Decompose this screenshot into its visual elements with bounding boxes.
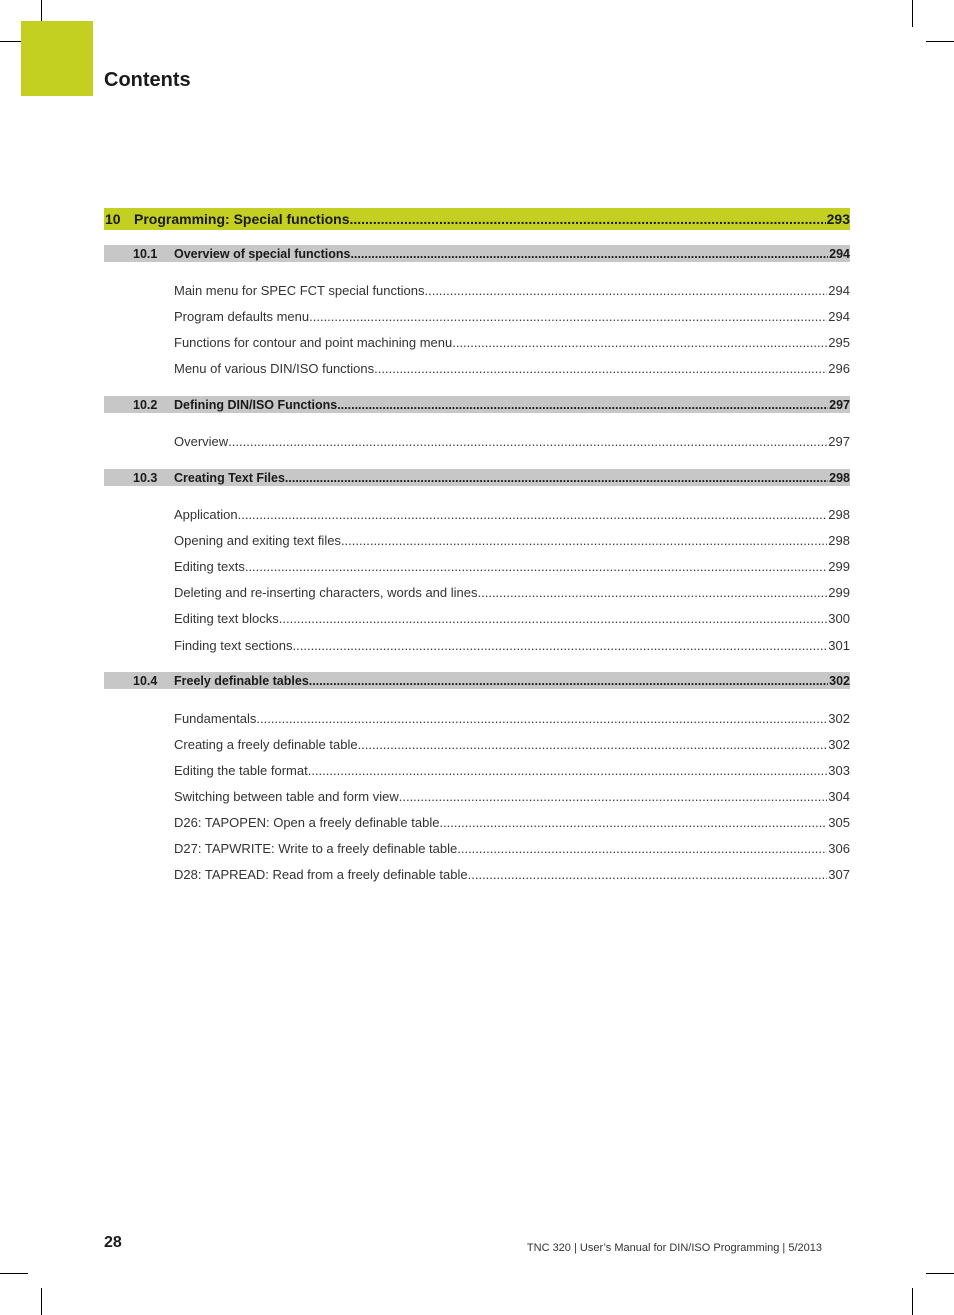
- entry-title: Switching between table and form view: [174, 788, 399, 804]
- entry-page: 299: [828, 558, 850, 574]
- entry-title: Opening and exiting text files: [174, 532, 341, 548]
- entry-title: Functions for contour and point machining menu: [174, 334, 453, 350]
- entry-page: 298: [828, 532, 850, 548]
- leader-dots: [337, 398, 828, 412]
- crop-mark: [0, 1273, 28, 1274]
- entry-title: Fundamentals: [174, 710, 257, 726]
- entry-title: D28: TAPREAD: Read from a freely definable table: [174, 866, 468, 882]
- toc-entry-row[interactable]: [174, 839, 850, 857]
- section-title: Defining DIN/ISO Functions: [174, 397, 338, 412]
- entry-title: Editing text blocks: [174, 610, 279, 626]
- leader-dots: [457, 841, 827, 856]
- entry-page: 307: [828, 866, 850, 882]
- entry-page: 302: [828, 710, 850, 726]
- section-page: 298: [829, 470, 850, 485]
- crop-mark: [912, 1288, 913, 1315]
- entry-page: 294: [828, 308, 850, 324]
- leader-dots: [308, 763, 828, 778]
- entry-page: 305: [828, 814, 850, 830]
- toc-entry-row[interactable]: [174, 609, 850, 627]
- toc-entry-row[interactable]: [174, 432, 850, 450]
- entry-page: 294: [828, 282, 850, 298]
- toc-entry-row[interactable]: [174, 813, 850, 831]
- entry-page: 296: [828, 360, 850, 376]
- entry-page: 306: [828, 840, 850, 856]
- entry-page: 299: [828, 584, 850, 600]
- leader-dots: [309, 674, 828, 688]
- entry-title: Finding text sections: [174, 637, 293, 653]
- leader-dots: [285, 471, 828, 485]
- leader-dots: [293, 638, 828, 653]
- entry-page: 304: [828, 788, 850, 804]
- entry-page: 295: [828, 334, 850, 350]
- section-title: Freely definable tables: [174, 673, 309, 688]
- toc-section-row[interactable]: [104, 672, 850, 689]
- section-page: 297: [829, 397, 850, 412]
- section-number: 10.3: [133, 470, 158, 485]
- leader-dots: [341, 533, 827, 548]
- entry-title: Overview: [174, 433, 229, 449]
- toc-section-row[interactable]: [104, 396, 850, 413]
- entry-title: Main menu for SPEC FCT special functions: [174, 282, 425, 298]
- toc-entry-row[interactable]: [174, 583, 850, 601]
- entry-title: Creating a freely definable table: [174, 736, 358, 752]
- section-title: Overview of special functions: [174, 246, 351, 261]
- crop-mark: [41, 1288, 42, 1315]
- toc-entry-row[interactable]: [174, 761, 850, 779]
- leader-dots: [256, 711, 827, 726]
- chapter-page: 293: [826, 211, 850, 227]
- leader-dots: [374, 361, 827, 376]
- leader-dots: [478, 585, 828, 600]
- leader-dots: [424, 283, 827, 298]
- toc-chapter-row[interactable]: [104, 208, 850, 230]
- section-page: 294: [829, 246, 850, 261]
- leader-dots: [228, 434, 827, 449]
- leader-dots: [309, 309, 827, 324]
- entry-title: D26: TAPOPEN: Open a freely definable table: [174, 814, 440, 830]
- leader-dots: [439, 815, 827, 830]
- section-page: 302: [829, 673, 850, 688]
- section-number: 10.4: [133, 673, 158, 688]
- chapter-number: 10: [105, 211, 121, 227]
- entry-page: 298: [828, 506, 850, 522]
- leader-dots: [468, 867, 828, 882]
- entry-title: Program defaults menu: [174, 308, 310, 324]
- toc-section-row[interactable]: [104, 469, 850, 486]
- leader-dots: [279, 611, 828, 626]
- section-number: 10.1: [133, 246, 158, 261]
- leader-dots: [452, 335, 827, 350]
- entry-title: Deleting and re-inserting characters, words and lines: [174, 584, 478, 600]
- page-number: 28: [104, 1234, 122, 1251]
- toc-entry-row[interactable]: [174, 787, 850, 805]
- leader-dots: [350, 247, 828, 261]
- chapter-tab-block: [21, 21, 93, 96]
- toc-entry-row[interactable]: [174, 735, 850, 753]
- toc-entry-row[interactable]: [174, 865, 850, 883]
- entry-page: 303: [828, 762, 850, 778]
- entry-title: Menu of various DIN/ISO functions: [174, 360, 375, 376]
- entry-title: Application: [174, 506, 238, 522]
- chapter-title: Programming: Special functions: [134, 211, 350, 227]
- entry-page: 301: [828, 637, 850, 653]
- toc-section-row[interactable]: [104, 245, 850, 262]
- toc-entry-row[interactable]: [174, 333, 850, 351]
- crop-mark: [926, 1273, 954, 1274]
- entry-page: 302: [828, 736, 850, 752]
- toc-entry-row[interactable]: [174, 281, 850, 299]
- entry-page: 300: [828, 610, 850, 626]
- entry-page: 297: [828, 433, 850, 449]
- leader-dots: [358, 737, 828, 752]
- toc-entry-row[interactable]: [174, 531, 850, 549]
- toc-entry-row[interactable]: [174, 636, 850, 654]
- leader-dots: [349, 211, 825, 227]
- crop-mark: [912, 0, 913, 27]
- leader-dots: [399, 789, 828, 804]
- entry-title: Editing the table format: [174, 762, 308, 778]
- toc-entry-row[interactable]: [174, 307, 850, 325]
- section-number: 10.2: [133, 397, 158, 412]
- toc-entry-row[interactable]: [174, 557, 850, 575]
- page-title: Contents: [104, 69, 191, 91]
- crop-mark: [926, 41, 954, 42]
- toc-entry-row[interactable]: [174, 359, 850, 377]
- entry-title: D27: TAPWRITE: Write to a freely definable table: [174, 840, 458, 856]
- leader-dots: [245, 559, 827, 574]
- footer-text: TNC 320 | User’s Manual for DIN/ISO Programming | 5/2013: [526, 1242, 822, 1254]
- toc-entry-row[interactable]: [174, 505, 850, 523]
- section-title: Creating Text Files: [174, 470, 285, 485]
- toc-entry-row[interactable]: [174, 709, 850, 727]
- leader-dots: [238, 507, 828, 522]
- entry-title: Editing texts: [174, 558, 245, 574]
